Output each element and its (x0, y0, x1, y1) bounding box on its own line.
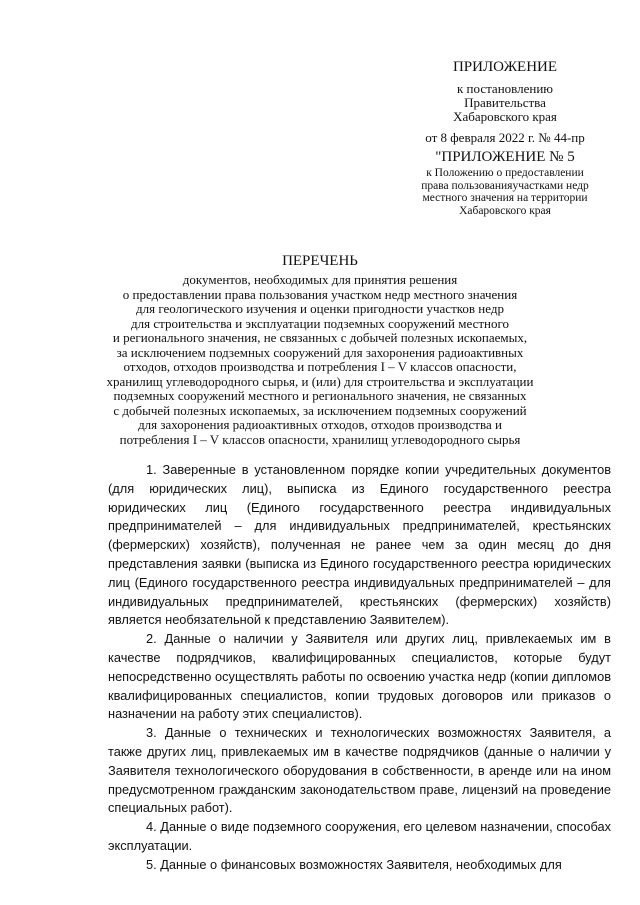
appendix-line-3: Хабаровского края (453, 109, 557, 124)
appendix-line-1: к постановлению (456, 81, 554, 96)
paragraph-3: 3. Данные о технических и технологических возможностях Заявителя, а также других лиц, привлекаемых им в качестве подрядчиков (данные о наличии у Заявителя технологического оборудования в собственности, в аренде или на ином предусмотренном гражданским законодательством праве, лицензий на проведение специальных работ). (108, 725, 611, 816)
subtitle-line: подземных сооружений местного и регионального значения, не связанных (113, 388, 527, 403)
subtitle-line: о предоставлении права пользования участком недр местного значения (122, 286, 518, 302)
document-title: ПЕРЕЧЕНЬ (282, 253, 358, 269)
document-heading (95, 252, 545, 447)
appendix-header (395, 58, 615, 216)
regulation-line-2: права пользованияучастками недр (421, 179, 589, 192)
regulation-line-4: Хабаровского края (459, 204, 551, 217)
appendix-title: ПРИЛОЖЕНИЕ (452, 59, 558, 75)
paragraph-4: 4. Данные о виде подземного сооружения, его целевом назначении, способах эксплуатации. (108, 819, 611, 853)
subtitle-line: для захоронения радиоактивных отходов, отходов производства и (138, 417, 502, 432)
appendix-5-title: "ПРИЛОЖЕНИЕ № 5 (435, 149, 575, 165)
subtitle-line: хранилищ углеводородного сырья, и (или) для строительства и эксплуатации (106, 373, 534, 389)
regulation-line-3: местного значения на территории (422, 192, 588, 204)
subtitle-line: потребления I – V классов опасности, хранилищ углеводородного сырья (119, 431, 521, 447)
paragraph-2: 2. Данные о наличии у Заявителя или других лиц, привлекаемых им в качестве подрядчиков, квалифицированных специалистов, которые будут непосредственно осуществлять работы по освоению участка недр (копии дипломов квалифицированных специалистов, копии трудовых договоров или приказов о назначении на работу этих специалистов). (108, 631, 611, 722)
paragraph-1: 1. Заверенные в установленном порядке копии учредительных документов (для юридических лиц), выписка из Единого государственного реестра юридических лиц (Единого государственного реестра индивидуальных предпринимателей – для индивидуальных предпринимателей, крестьянских (фермерских) хозяйств), полученная не ранее чем за один месяц до дня представления заявки (выписка из Единого государственного реестра юридических лиц (Единого государственного реестра индивидуальных предпринимателей – для индивидуальных предпринимателей, крестьянских (фермерских) хозяйств) является необязательной к представлению Заявителем). (108, 462, 611, 628)
paragraph-5: 5. Данные о финансовых возможностях Заявителя, необходимых для (146, 856, 562, 872)
appendix-date: от 8 февраля 2022 г. № 44-пр (425, 130, 585, 145)
document-body (108, 461, 611, 875)
subtitle-line: для геологического изучения и оценки пригодности участков недр (136, 301, 504, 316)
appendix-line-2: Правительства (464, 95, 546, 110)
subtitle-line: для строительства и эксплуатации подземных сооружений местного (131, 315, 509, 331)
subtitle-line: за исключением подземных сооружений для захоронения радиоактивных (116, 344, 524, 360)
subtitle-line: с добычей полезных ископаемых, за исключением подземных сооружений (113, 402, 527, 418)
subtitle-line: отходов, отходов производства и потребления I – V классов опасности, (123, 359, 517, 374)
subtitle-line: и регионального значения, не связанных с добычей полезных ископаемых, (112, 330, 528, 345)
regulation-line-1: к Положению о предоставлении (426, 167, 584, 179)
subtitle-line: документов, необходимых для принятия решения (182, 272, 458, 287)
